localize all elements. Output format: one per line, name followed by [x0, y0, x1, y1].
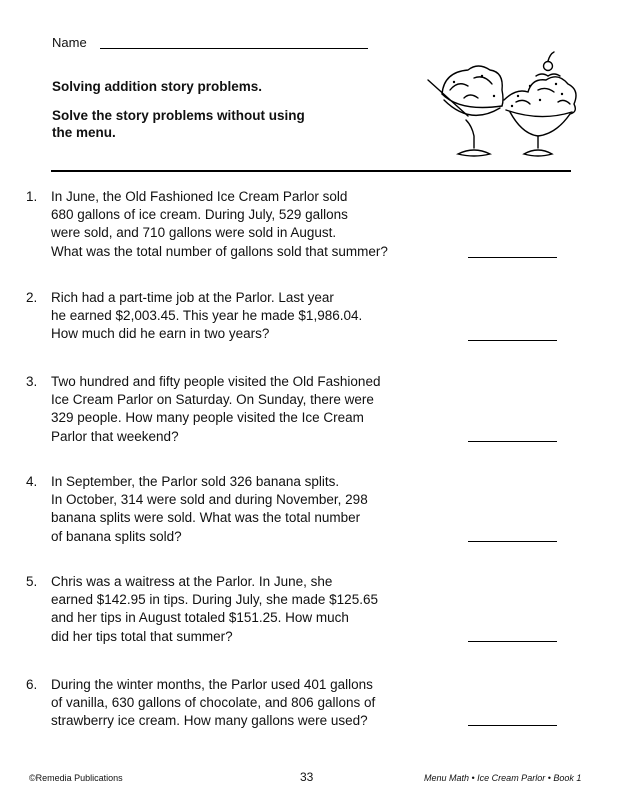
- footer-publisher: ©Remedia Publications: [29, 773, 123, 783]
- answer-line-1[interactable]: [468, 257, 557, 258]
- problem-number: 3.: [26, 374, 38, 389]
- ice-cream-sundae-icon: [420, 50, 580, 162]
- footer-book-title: Menu Math • Ice Cream Parlor • Book 1: [424, 773, 582, 783]
- page-number: 33: [300, 770, 314, 784]
- answer-line-3[interactable]: [468, 441, 557, 442]
- problem-number: 6.: [26, 677, 38, 692]
- problem-text: In June, the Old Fashioned Ice Cream Parlor sold 680 gallons of ice cream. During July, 529 gallons were sold, and 710 gallons were sold in August. What was the total number of gallons sold that summer?: [51, 189, 388, 259]
- worksheet-instructions: Solve the story problems without using the menu.: [52, 108, 305, 140]
- answer-line-5[interactable]: [468, 641, 557, 642]
- answer-line-2[interactable]: [468, 340, 557, 341]
- problem-text: During the winter months, the Parlor used 401 gallons of vanilla, 630 gallons of chocolate, and 806 gallons of strawberry ice cream. How many gallons were used?: [51, 677, 376, 729]
- problem-number: 4.: [26, 474, 38, 489]
- problem-number: 5.: [26, 574, 38, 589]
- problem-text: Two hundred and fifty people visited the Old Fashioned Ice Cream Parlor on Saturday. On Sunday, there were 329 people. How many people visited the Ice Cream Parlor that weekend?: [51, 374, 381, 444]
- problem-number: 1.: [26, 189, 38, 204]
- problem-text: Rich had a part-time job at the Parlor. Last year he earned $2,003.45. This year he made $1,986.04. How much did he earn in two years?: [51, 290, 363, 342]
- section-divider: [51, 170, 571, 172]
- problem-number: 2.: [26, 290, 38, 305]
- answer-line-6[interactable]: [468, 725, 557, 726]
- problem-text: In September, the Parlor sold 326 banana splits. In October, 314 were sold and during November, 298 banana splits were sold. What was the total number of banana splits sold?: [51, 474, 368, 544]
- name-label: Name: [52, 35, 87, 50]
- problem-text: Chris was a waitress at the Parlor. In June, she earned $142.95 in tips. During July, she made $125.65 and her tips in August totaled $151.25. How much did her tips total that summer?: [51, 574, 378, 644]
- name-input-line[interactable]: [100, 48, 368, 49]
- worksheet-title: Solving addition story problems.: [52, 79, 263, 94]
- answer-line-4[interactable]: [468, 541, 557, 542]
